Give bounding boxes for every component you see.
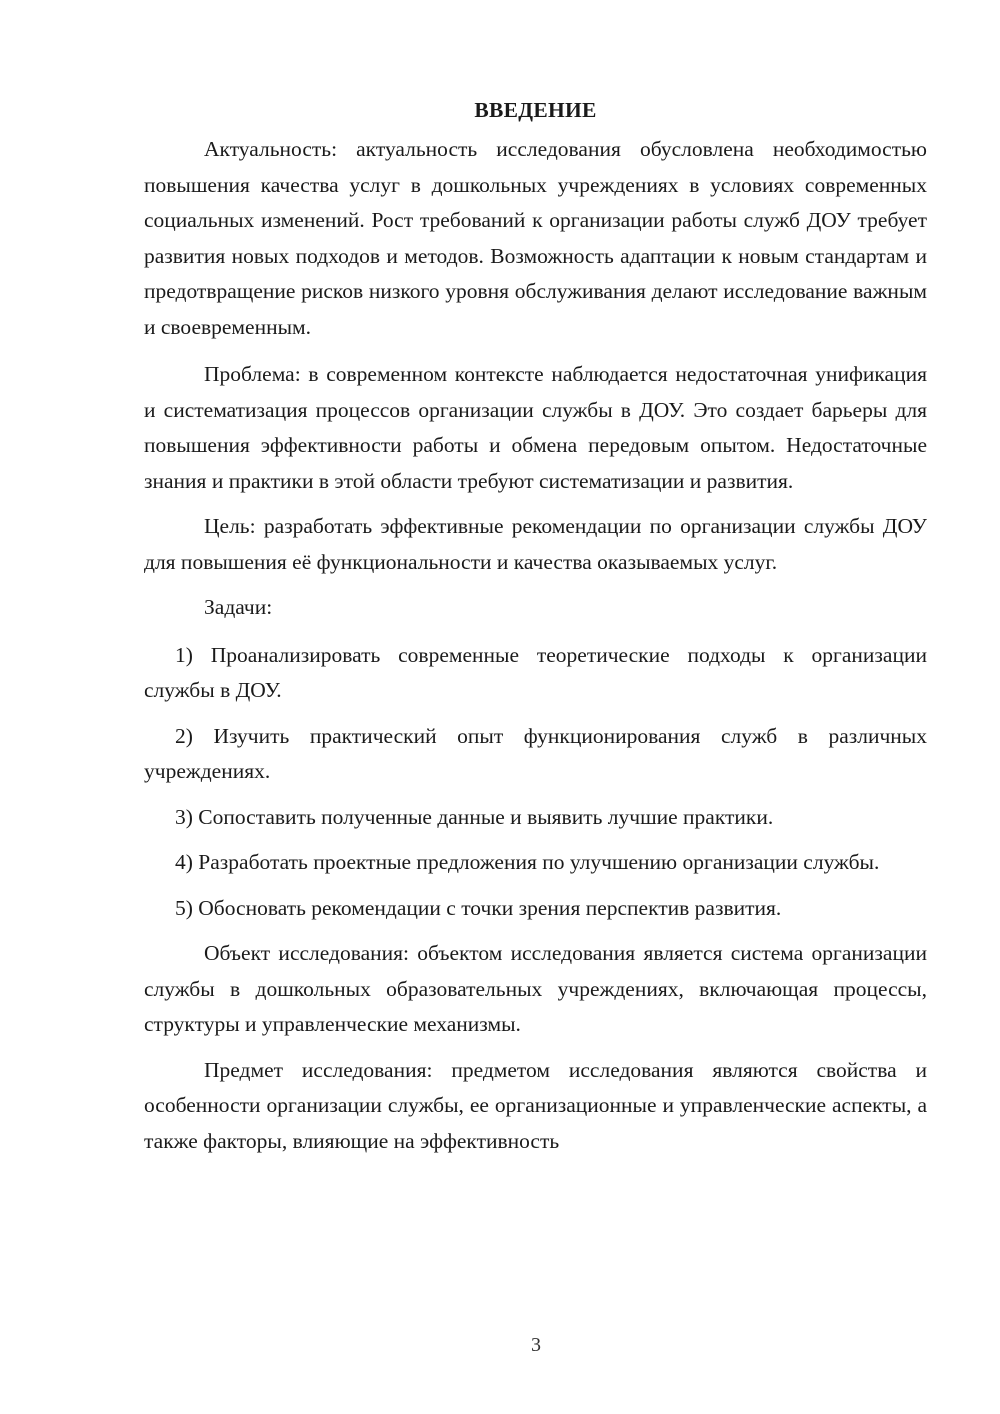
paragraph-object: Объект исследования: объектом исследования является система организации службы в дошкольных образовательных учреждениях, включающая процессы, структуры и управленческие механизмы. [144,941,927,1036]
task-item-1: 1) Проанализировать современные теоретические подходы к организации службы в ДОУ. [144,642,927,702]
tasks-list [144,638,927,927]
task-item-5: 5) Обосновать рекомендации с точки зрения перспектив развития. [175,895,782,920]
section-title: ВВЕДЕНИЕ [474,98,597,122]
document-page [144,94,927,1169]
task-item-2: 2) Изучить практический опыт функционирования служб в различных учреждениях. [144,723,927,783]
paragraph-problem: Проблема: в современном контексте наблюдается недостаточная унификация и систематизация процессов организации службы в ДОУ. Это создает барьеры для повышения эффективности работы и обмена передовым опытом. Недостаточные знания и практики в этой области требуют систематизации и развития. [144,362,927,493]
paragraph-relevance: Актуальность: актуальность исследования обусловлена необходимостью повышения качества услуг в дошкольных учреждениях в условиях современных социальных изменений. Рост требований к организации работы служб ДОУ требует развития новых подходов и методов. Возможность адаптации к новым стандартам и предотвращение рисков низкого уровня обслуживания делают исследование важным и своевременным. [144,137,927,339]
task-item-4: 4) Разработать проектные предложения по улучшению организации службы. [175,850,880,874]
paragraph-goal: Цель: разработать эффективные рекомендации по организации службы ДОУ для повышения её функциональности и качества оказываемых услуг. [144,514,927,574]
page-number: 3 [531,1334,541,1356]
task-item-3: 3) Сопоставить полученные данные и выявить лучшие практики. [175,804,774,829]
paragraph-subject: Предмет исследования: предметом исследования являются свойства и особенности организации службы, ее организационные и управленческие аспекты, а также факторы, влияющие на эффективность [144,1057,927,1153]
tasks-heading: Задачи: [204,595,273,619]
